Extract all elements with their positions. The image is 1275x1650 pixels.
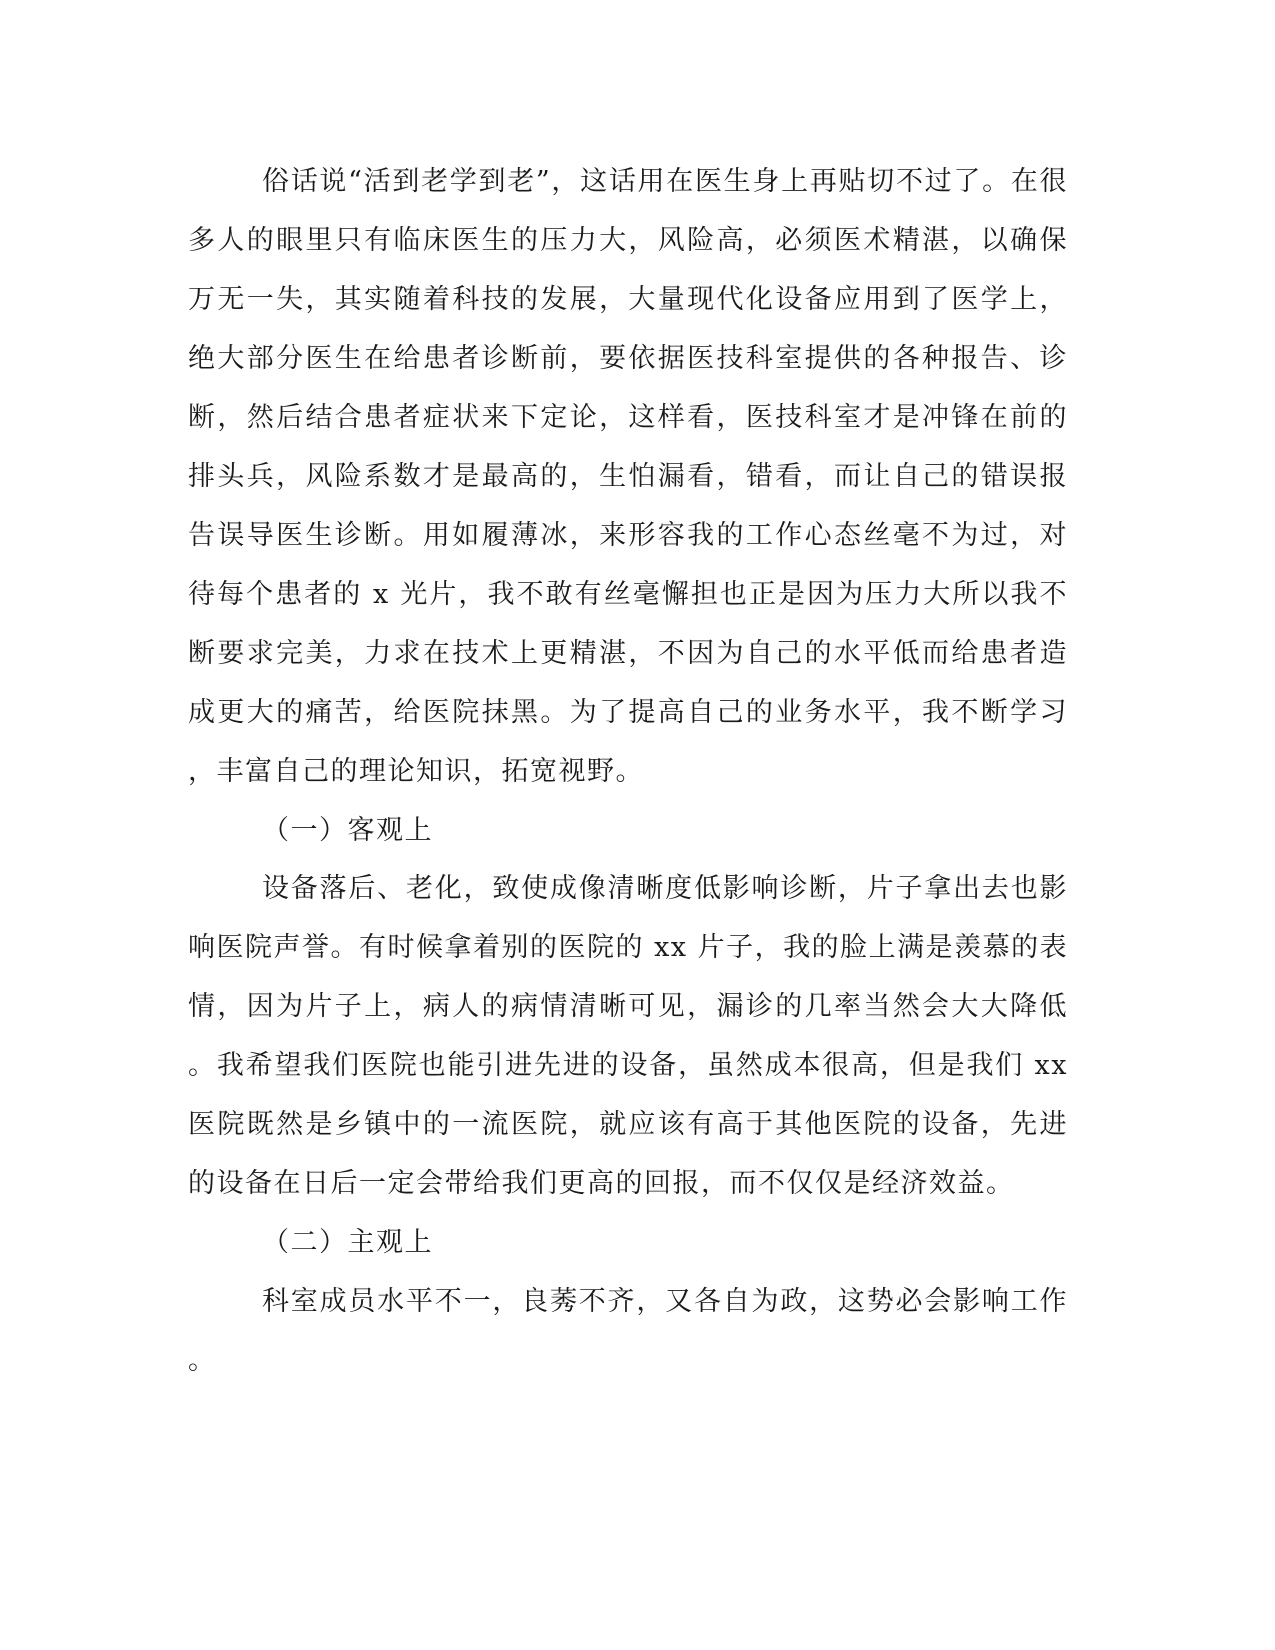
paragraph-1-line-1: 俗话说“活到老学到老”，这话用在医生身上再贴切不过了。在很 — [262, 166, 1068, 197]
section-heading-subjective: （二）主观上 — [262, 1227, 433, 1258]
paragraph-2-line-1: 设备落后、老化，致使成像清晰度低影响诊断，片子拿出去也影 — [262, 873, 1068, 904]
section-heading-objective: （一）客观上 — [262, 815, 433, 846]
paragraph-1-line-6: 排头兵，风险系数才是最高的，生怕漏看，错看，而让自己的错误报 — [188, 461, 1068, 492]
paragraph-1-line-4: 绝大部分医生在给患者诊断前，要依据医技科室提供的各种报告、诊 — [188, 343, 1068, 374]
paragraph-2-line-3: 情，因为片子上，病人的病情清晰可见，漏诊的几率当然会大大降低 — [188, 991, 1068, 1022]
paragraph-1-line-10: 成更大的痛苦，给医院抹黑。为了提高自己的业务水平，我不断学习 — [188, 697, 1068, 728]
paragraph-1-line-2: 多人的眼里只有临床医生的压力大，风险高，必须医术精湛，以确保 — [188, 225, 1068, 256]
paragraph-2-line-5: 医院既然是乡镇中的一流医院，就应该有高于其他医院的设备，先进 — [188, 1109, 1068, 1140]
paragraph-1-line-5: 断，然后结合患者症状来下定论，这样看，医技科室才是冲锋在前的 — [188, 402, 1068, 433]
paragraph-2-line-4: 。我希望我们医院也能引进先进的设备，虽然成本很高，但是我们 xx — [188, 1050, 1068, 1081]
paragraph-1-line-7: 告误导医生诊断。用如履薄冰，来形容我的工作心态丝毫不为过，对 — [188, 520, 1068, 551]
paragraph-3-line-2: 。 — [188, 1345, 217, 1376]
paragraph-1-line-8: 待每个患者的 x 光片，我不敢有丝毫懈担也正是因为压力大所以我不 — [188, 579, 1068, 610]
paragraph-2-line-2: 响医院声誉。有时候拿着别的医院的 xx 片子，我的脸上满是羡慕的表 — [188, 932, 1069, 963]
paragraph-1-line-11: ，丰富自己的理论知识，拓宽视野。 — [188, 756, 644, 787]
paragraph-1-line-9: 断要求完美，力求在技术上更精湛，不因为自己的水平低而给患者造 — [188, 638, 1068, 669]
paragraph-1-line-3: 万无一失，其实随着科技的发展，大量现代化设备应用到了医学上， — [188, 284, 1068, 315]
paragraph-2-line-6: 的设备在日后一定会带给我们更高的回报，而不仅仅是经济效益。 — [188, 1168, 1015, 1199]
paragraph-3-line-1: 科室成员水平不一，良莠不齐，又各自为政，这势必会影响工作 — [262, 1286, 1068, 1317]
